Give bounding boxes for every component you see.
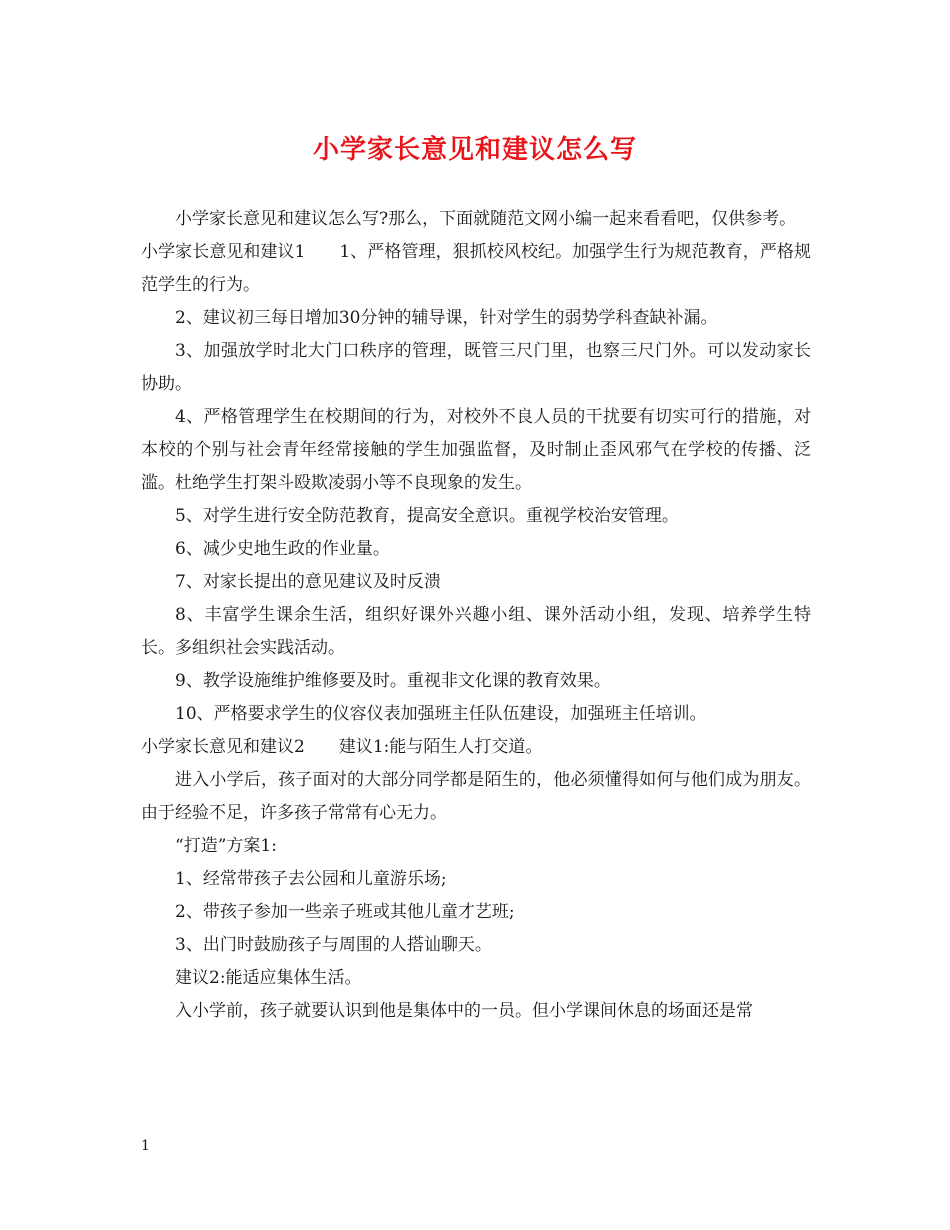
section2-heading-line [141, 731, 811, 764]
section2-paragraph-2: 入小学前，孩子就要认识到他是集体中的一员。但小学课间休息的场面还是常 [175, 1001, 753, 1021]
section2-heading: 小学家长意见和建议2 [141, 737, 305, 757]
section1-item-1: 1、严格管理，狠抓校风校纪。加强学生行为规范教育，严格规范学生的行为。 [141, 242, 811, 295]
section1-item-2: 2、建议初三每日增加30分钟的辅导课，针对学生的弱势学科查缺补漏。 [175, 308, 718, 328]
section1-item-3: 3、加强放学时北大门口秩序的管理，既管三尺门里，也察三尺门外。可以发动家长协助。 [141, 341, 811, 394]
section2-plan-item-2: 2、带孩子参加一些亲子班或其他儿童才艺班; [175, 902, 515, 922]
page-number: 1 [141, 1138, 150, 1154]
section1-item-8: 8、丰富学生课余生活，组织好课外兴趣小组、课外活动小组，发现、培养学生特长。多组织社会实践活动。 [141, 605, 811, 658]
document-title: 小学家长意见和建议怎么写 [312, 135, 637, 165]
section1-heading: 小学家长意见和建议1 [141, 242, 306, 262]
section1-item-10: 10、严格要求学生的仪容仪表加强班主任队伍建设，加强班主任培训。 [175, 704, 707, 724]
intro-paragraph: 小学家长意见和建议怎么写?那么，下面就随范文网小编一起来看看吧，仅供参考。 [175, 209, 797, 229]
document-body [141, 203, 811, 1028]
section1-heading-line [141, 236, 811, 302]
section2-plan-label: “打造”方案1: [175, 836, 277, 856]
section2-plan-item-1: 1、经常带孩子去公园和儿童游乐场; [175, 869, 447, 889]
section2-plan-item-3: 3、出门时鼓励孩子与周围的人搭讪聊天。 [175, 935, 492, 955]
section1-item-4: 4、严格管理学生在校期间的行为，对校外不良人员的干扰要有切实可行的措施，对本校的个别与社会青年经常接触的学生加强监督，及时制止歪风邪气在学校的传播、泛滥。杜绝学生打架斗殴欺凌弱小等不良现象的发生。 [141, 407, 811, 493]
section2-paragraph-1: 进入小学后，孩子面对的大部分同学都是陌生的，他必须懂得如何与他们成为朋友。由于经验不足，许多孩子常常有心无力。 [141, 770, 811, 823]
section1-item-9: 9、教学设施维护维修要及时。重视非文化课的教育效果。 [175, 671, 611, 691]
section1-item-6: 6、减少史地生政的作业量。 [175, 539, 390, 559]
section1-item-5: 5、对学生进行安全防范教育，提高安全意识。重视学校治安管理。 [175, 506, 679, 526]
section1-item-7: 7、对家长提出的意见建议及时反溃 [175, 572, 441, 592]
section2-suggestion-2: 建议2:能适应集体生活。 [175, 968, 362, 988]
section2-suggestion-1: 建议1:能与陌生人打交道。 [338, 737, 543, 757]
